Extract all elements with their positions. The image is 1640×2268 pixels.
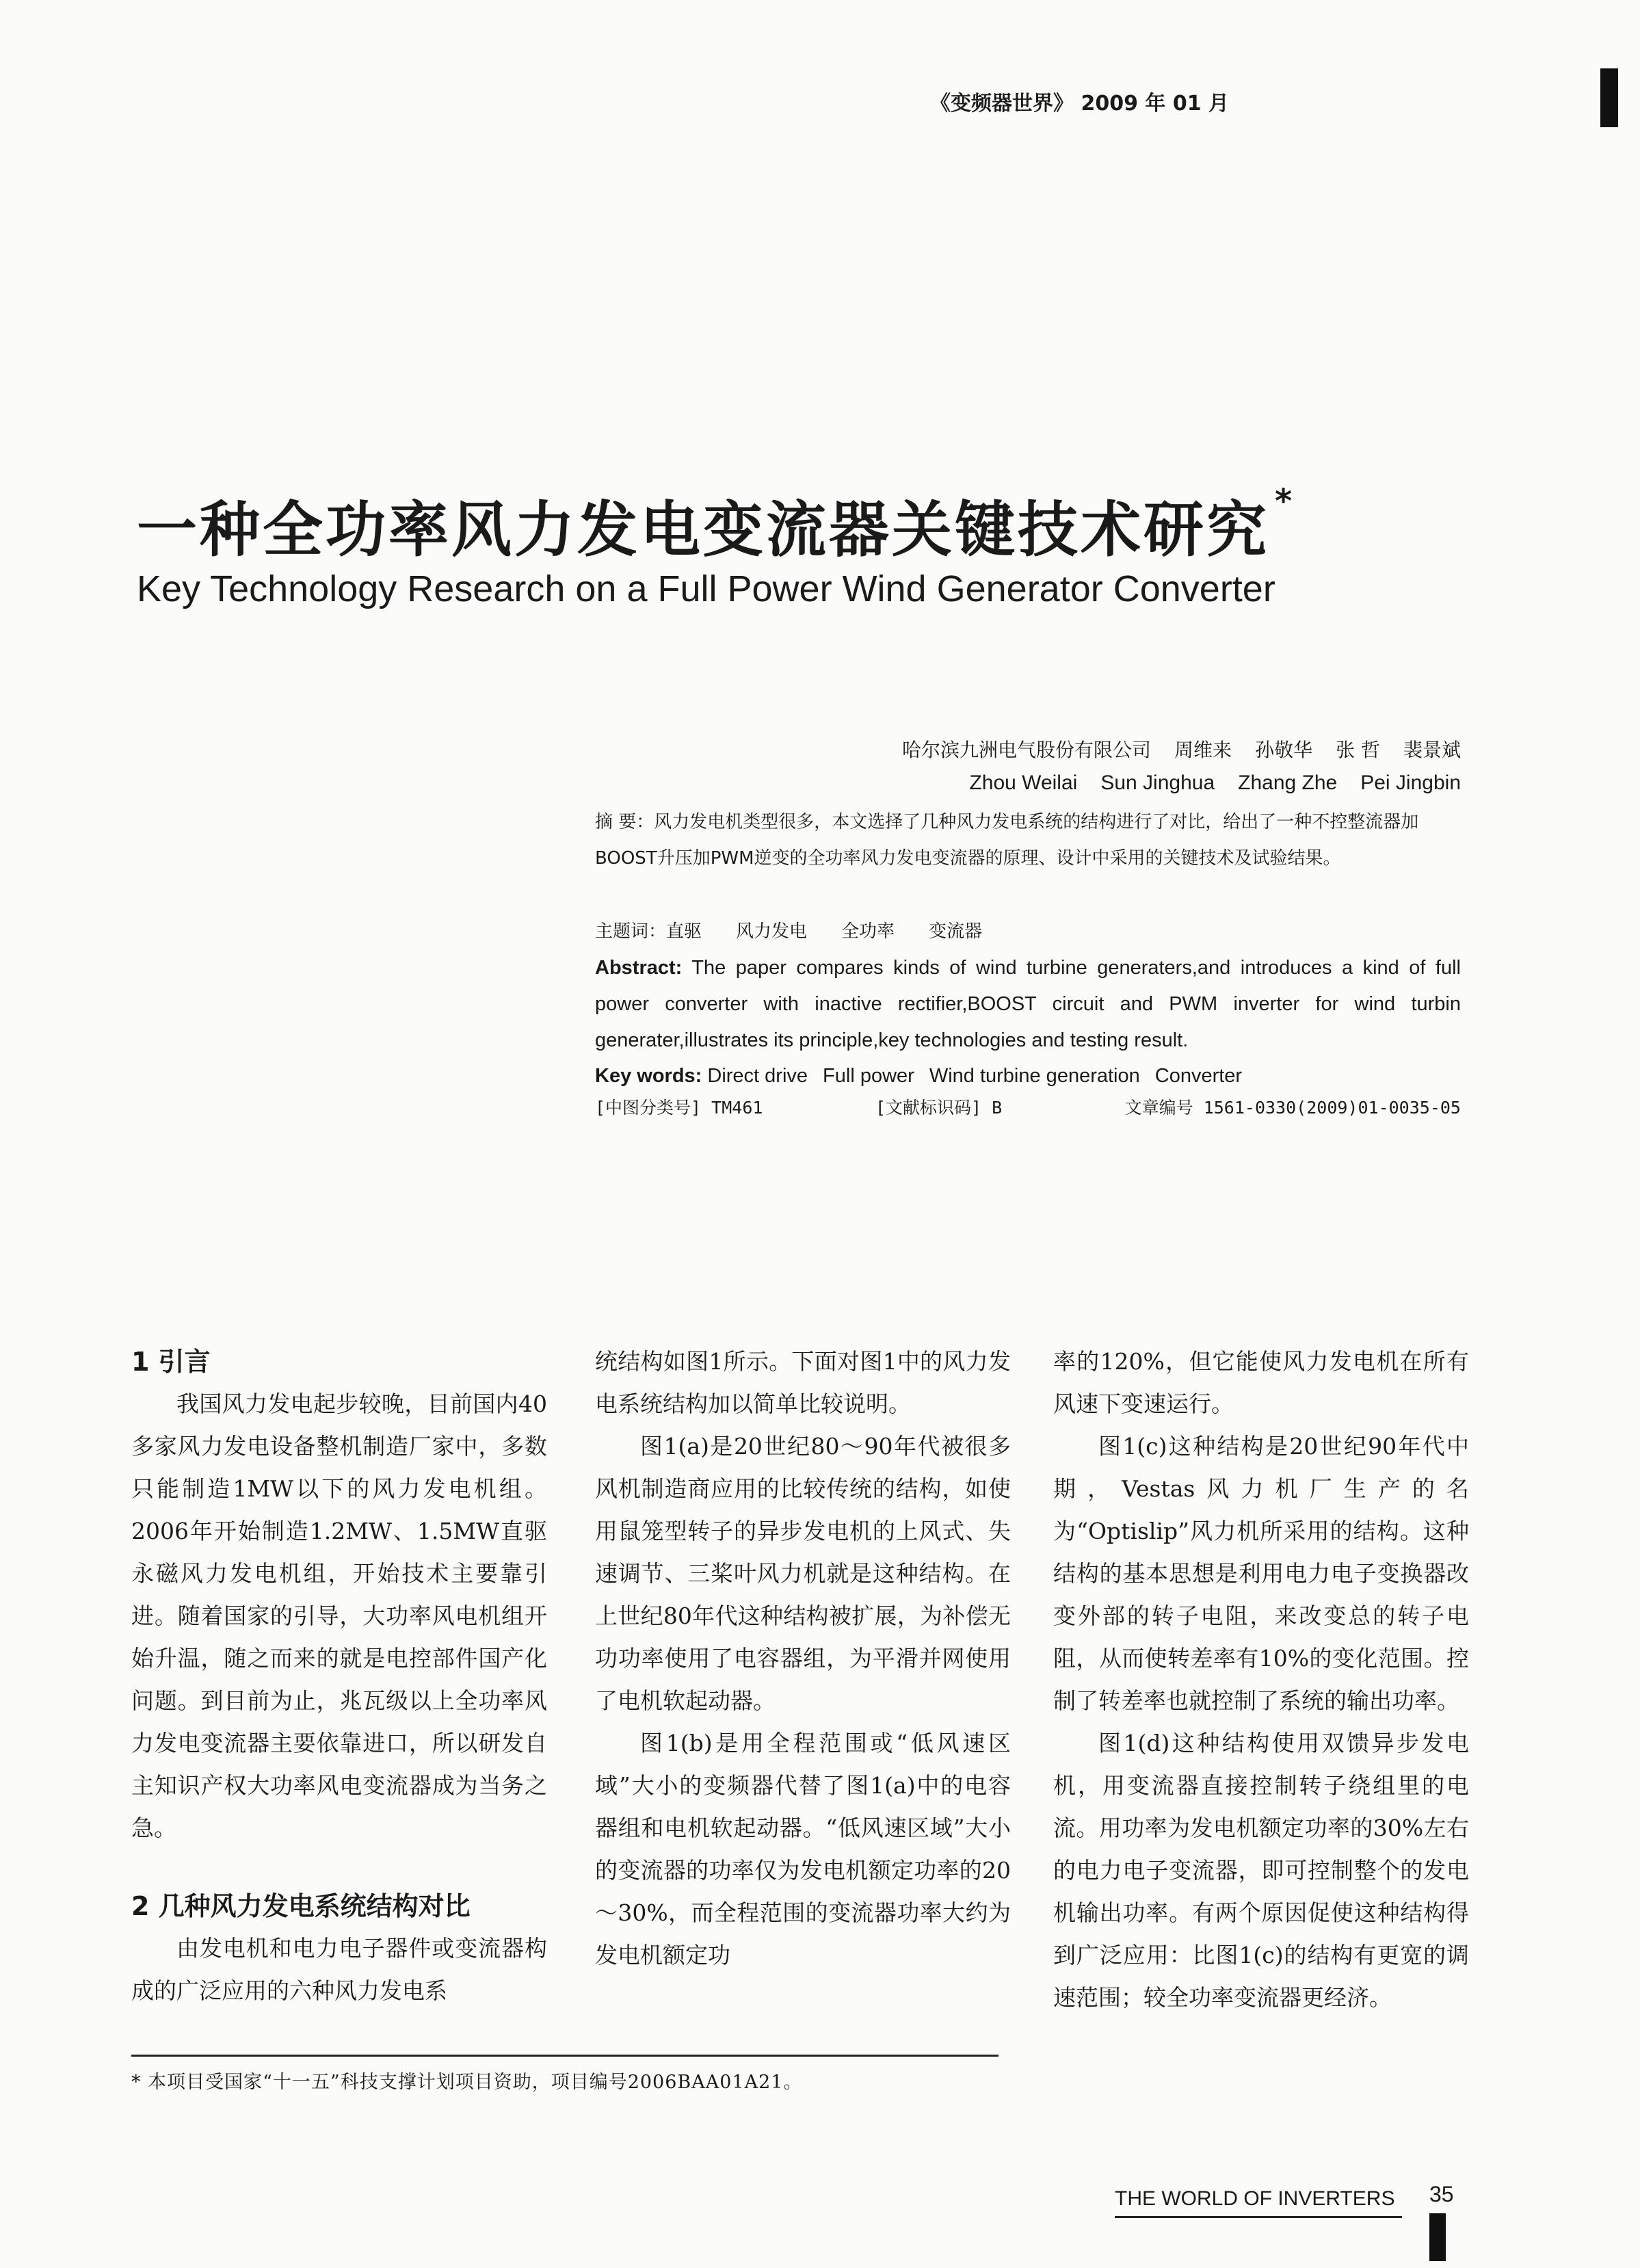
abstract-cn — [595, 804, 1461, 877]
footer-journal: THE WORLD OF INVERTERS — [1115, 2187, 1395, 2210]
keyword-en: Wind turbine generation — [929, 1065, 1140, 1087]
footer-divider — [1115, 2216, 1402, 2218]
column-3 — [1053, 1341, 1469, 2019]
section-1-title: 1 引言 — [131, 1347, 211, 1377]
footnote: * 本项目受国家“十一五”科技支撑计划项目资助，项目编号2006BAA01A21。 — [131, 2072, 803, 2093]
clc-number — [595, 1094, 763, 1119]
footer-marker-bar — [1429, 2213, 1446, 2261]
article-value: 1561-0330(2009)01-0035-05 — [1203, 1098, 1461, 1118]
abstract-en-label: Abstract: — [595, 957, 683, 979]
clc-value: TM461 — [711, 1098, 763, 1118]
title-cn-text: 一种全功率风力发电变流器关键技术研究 — [137, 495, 1270, 565]
paragraph: 由发电机和电力电子器件或变流器构成的广泛应用的六种风力发电系 — [131, 1935, 547, 2004]
keyword-cn: 变流器 — [929, 921, 983, 942]
keywords-en-label: Key words: — [595, 1065, 702, 1087]
keyword-en: Converter — [1154, 1065, 1243, 1087]
keyword-en: Direct drive — [707, 1065, 808, 1087]
column-2 — [595, 1341, 1011, 1977]
page-number: 35 — [1429, 2182, 1454, 2206]
header-marker-bar — [1600, 68, 1618, 127]
keyword-cn: 全功率 — [841, 921, 895, 942]
author-cn: 周维来 — [1174, 739, 1232, 761]
title-cn — [137, 482, 1295, 568]
paragraph: 统结构如图1所示。下面对图1中的风力发电系统结构加以简单比较说明。 — [595, 1348, 1011, 1417]
abstract-cn-text: 风力发电机类型很多，本文选择了几种风力发电系统的结构进行了对比，给出了一种不控整流器加BOOST升压加PWM逆变的全功率风力发电变流器的原理、设计中采用的关键技术及试验结果。 — [595, 812, 1419, 869]
paragraph: 图1(d)这种结构使用双馈异步发电机，用变流器直接控制转子绕组里的电流。用功率为发电机额定功率的30%左右的电力电子变流器，即可控制整个的发电机输出功率。有两个原因促使这种结构得到广泛应用：比图1(c)的结构有更宽的调速范围；较全功率变流器更经济。 — [1053, 1730, 1469, 2011]
article-number — [1125, 1094, 1461, 1119]
paragraph: 我国风力发电起步较晚，目前国内40多家风力发电设备整机制造厂家中，多数只能制造1MW以下的风力发电机组。2006年开始制造1.2MW、1.5MW直驱永磁风力发电机组，开始技术主要靠引进。随着国家的引导，大功率风电机组开始升温，随之而来的就是电控部件国产化问题。到目前为止，兆瓦级以上全功率风力发电变流器主要依靠进口，所以研发自主知识产权大功率风电变流器成为当务之急。 — [131, 1390, 547, 1841]
author-en: Pei Jingbin — [1360, 772, 1461, 794]
clc-label: [中图分类号] — [595, 1098, 702, 1118]
paragraph: 图1(c)这种结构是20世纪90年代中期，Vestas风力机厂生产的名为“Optislip”风力机所采用的结构。这种结构的基本思想是利用电力电子变换器改变外部的转子电阻，来改变总的转子电阻，从而使转差率有10%的变化范围。控制了转差率也就控制了系统的输出功率。 — [1053, 1433, 1469, 1714]
author-cn: 孙敬华 — [1255, 739, 1313, 761]
footnote-divider — [131, 2055, 998, 2057]
title-en: Key Technology Research on a Full Power Wind Generator Converter — [137, 568, 1275, 609]
author-cn: 张 哲 — [1336, 739, 1380, 761]
article-label: 文章编号 — [1124, 1098, 1193, 1118]
doc-label: [文献标识码] — [875, 1098, 982, 1118]
abstract-cn-label: 摘 要： — [595, 812, 654, 832]
title-footnote-mark: * — [1275, 482, 1295, 520]
keyword-en: Full power — [823, 1065, 914, 1087]
author-en: Zhou Weilai — [969, 772, 1078, 794]
keywords-en — [595, 1058, 1461, 1094]
keyword-cn: 风力发电 — [736, 921, 808, 942]
section-2-title: 2 几种风力发电系统结构对比 — [131, 1891, 471, 1921]
doc-value: B — [992, 1098, 1003, 1118]
abstract-en-text: The paper compares kinds of wind turbine generaters,and introduces a kind of full power converter with inactive rectifier,BOOST circuit and PWM inverter for wind turbin generater,illustrates its principle,key technologies and testing result. — [595, 957, 1461, 1051]
paragraph: 率的120%，但它能使风力发电机在所有风速下变速运行。 — [1053, 1348, 1469, 1417]
author-en: Sun Jinghua — [1100, 772, 1215, 794]
paragraph: 图1(a)是20世纪80～90年代被很多风机制造商应用的比较传统的结构，如使用鼠笼型转子的异步发电机的上风式、失速调节、三桨叶风力机就是这种结构。在上世纪80年代这种结构被扩展，为补偿无功功率使用了电容器组，为平滑并网使用了电机软起动器。 — [595, 1433, 1011, 1714]
keywords-cn-label: 主题词： — [595, 921, 667, 942]
journal-header: 《变频器世界》 2009 年 01 月 — [930, 92, 1230, 116]
author-en: Zhang Zhe — [1238, 772, 1338, 794]
abstract-en — [595, 950, 1461, 1059]
keyword-cn: 直驱 — [666, 921, 702, 942]
column-1 — [131, 1341, 547, 2012]
paragraph: 图1(b)是用全程范围或“低风速区域”大小的变频器代替了图1(a)中的电容器组和电机软起动器。“低风速区域”大小的变流器的功率仅为发电机额定功率的20～30%，而全程范围的变流器功率大约为发电机额定功 — [595, 1730, 1011, 1968]
doc-code — [875, 1094, 1002, 1119]
company: 哈尔滨九洲电气股份有限公司 — [902, 739, 1152, 761]
authors-en — [969, 772, 1461, 795]
author-cn: 裴景斌 — [1403, 739, 1461, 761]
keywords-cn — [595, 914, 1461, 950]
authors-cn — [902, 735, 1461, 763]
